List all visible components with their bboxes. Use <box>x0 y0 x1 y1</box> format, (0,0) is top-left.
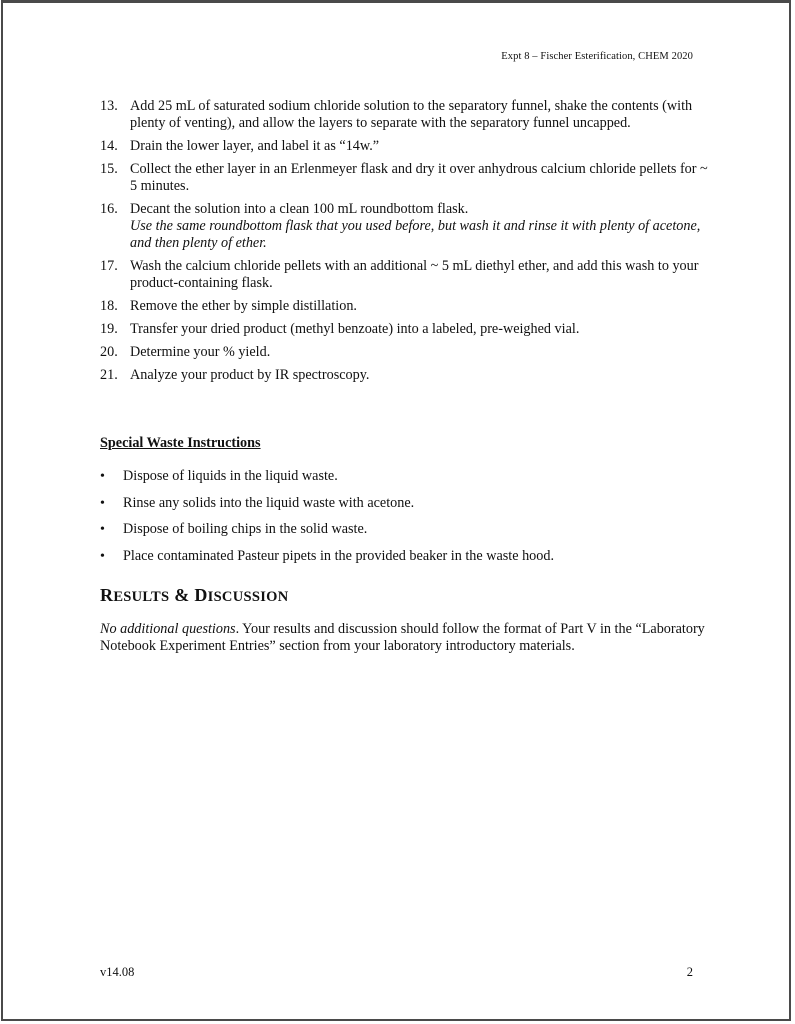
document-page <box>1 0 791 1021</box>
waste-item <box>100 495 554 512</box>
results-body: . Your results and discussion should follow the format of Part V in the “Laboratory Notebook Experiment Entries” section from your laboratory introductory materials. <box>100 621 705 654</box>
step-text: Collect the ether layer in an Erlenmeyer flask and dry it over anhydrous calcium chloride pellets for ~ 5 minutes. <box>130 161 708 194</box>
bullet-icon: • <box>100 495 105 511</box>
heading-smallcaps: ESULTS <box>113 589 170 605</box>
procedure-step <box>100 161 710 195</box>
step-text: Analyze your product by IR spectroscopy. <box>130 367 370 383</box>
heading-initial: R <box>100 585 114 605</box>
step-number: 15. <box>100 161 118 177</box>
step-number: 16. <box>100 201 118 217</box>
waste-instructions-list <box>100 468 554 574</box>
procedure-step <box>100 138 710 155</box>
step-number: 18. <box>100 298 118 314</box>
step-text: Decant the solution into a clean 100 mL roundbottom flask. <box>130 201 469 217</box>
version-label: v14.08 <box>100 965 135 979</box>
waste-item <box>100 548 554 565</box>
procedure-step <box>100 258 710 292</box>
step-text: Remove the ether by simple distillation. <box>130 298 357 314</box>
results-discussion-heading <box>100 585 289 606</box>
waste-item <box>100 521 554 538</box>
step-number: 19. <box>100 321 118 337</box>
procedure-step <box>100 344 710 361</box>
waste-item <box>100 468 554 485</box>
bullet-icon: • <box>100 548 105 564</box>
step-text: Determine your % yield. <box>130 344 271 360</box>
step-number: 13. <box>100 98 118 114</box>
bullet-icon: • <box>100 522 105 538</box>
procedure-step <box>100 367 710 384</box>
step-text: Drain the lower layer, and label it as “14w.” <box>130 138 380 154</box>
bullet-icon: • <box>100 469 105 484</box>
heading-ampersand: & <box>169 585 195 605</box>
procedure-step <box>100 98 710 132</box>
waste-item-text: Place contaminated Pasteur pipets in the provided beaker in the waste hood. <box>123 547 555 564</box>
procedure-step <box>100 201 710 252</box>
results-lead: No additional questions <box>100 621 236 637</box>
special-waste-heading: Special Waste Instructions <box>100 435 261 451</box>
waste-item-text: Dispose of liquids in the liquid waste. <box>123 468 338 484</box>
heading-smallcaps: ISCUSSION <box>207 589 289 605</box>
step-note: Use the same roundbottom flask that you used before, but wash it and rinse it with plenty of acetone, and then plenty of ether. <box>130 218 701 251</box>
step-number: 21. <box>100 367 118 383</box>
running-header: Expt 8 – Fischer Esterification, CHEM 2020 <box>501 51 693 62</box>
step-number: 17. <box>100 258 118 274</box>
step-text: Transfer your dried product (methyl benzoate) into a labeled, pre-weighed vial. <box>130 321 580 337</box>
page-number: 2 <box>686 965 693 979</box>
procedure-step <box>100 321 710 338</box>
waste-item-text: Rinse any solids into the liquid waste with acetone. <box>123 494 415 511</box>
results-paragraph <box>100 621 710 655</box>
procedure-step <box>100 298 710 315</box>
waste-item-text: Dispose of boiling chips in the solid waste. <box>123 521 368 538</box>
procedure-steps-list <box>100 98 710 390</box>
step-text: Wash the calcium chloride pellets with an additional ~ 5 mL diethyl ether, and add this wash to your product-containing flask. <box>130 258 699 291</box>
step-number: 14. <box>100 138 118 154</box>
step-number: 20. <box>100 344 118 360</box>
step-text: Add 25 mL of saturated sodium chloride solution to the separatory funnel, shake the contents (with plenty of venting), and allow the layers to separate with the separatory funnel uncapped. <box>130 98 693 131</box>
heading-initial: D <box>194 585 208 605</box>
